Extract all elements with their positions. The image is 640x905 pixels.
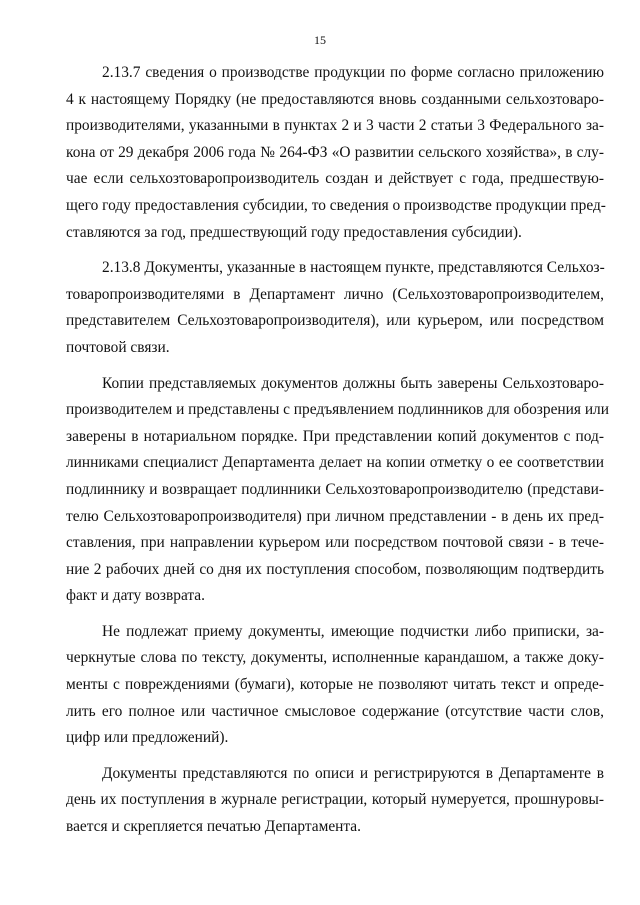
text-line: щего году предоставления субсидии, то сведения о производстве продукции пред- [66, 196, 606, 214]
document-body [66, 60, 609, 850]
text-line: телю Сельхозтоваропроизводителя) при личном представлении - в день их пред- [66, 507, 604, 525]
paragraph-2-13-8 [66, 255, 604, 361]
text-line: 2.13.8 Документы, указанные в настоящем пункте, представляются Сельхоз- [102, 259, 605, 277]
text-line: производителями, указанными в пунктах 2 и 3 части 2 статьи 3 Федерального за- [66, 117, 604, 135]
text-line: цифр или предложений). [66, 729, 229, 747]
text-line: 4 к настоящему Порядку (не предоставляются вновь созданными сельхозтоваро- [66, 90, 604, 108]
paragraph-rejection [66, 619, 604, 752]
text-line: ние 2 рабочих дней со дня их поступления способом, позволяющим подтвердить [66, 560, 604, 578]
text-line: производителем и представлены с предъявлением подлинников для обозрения или [66, 401, 609, 419]
text-line: факт и дату возврата. [66, 587, 205, 605]
text-line: линниками специалист Департамента делает на копии отметку о ее соответствии [66, 454, 604, 472]
text-line: Документы представляются по описи и регистрируются в Департаменте в [102, 764, 604, 782]
text-line: 2.13.7 сведения о производстве продукции по форме согласно приложению [102, 64, 604, 81]
text-line: Копии представляемых документов должны быть заверены Сельхозтоваро- [102, 374, 604, 392]
paragraph-registration [66, 761, 604, 841]
paragraph-2-13-7 [66, 60, 604, 246]
text-line: представителем Сельхозтоваропроизводителя), или курьером, или посредством [66, 312, 604, 330]
paragraph-copies [66, 371, 609, 610]
text-line: черкнутые слова по тексту, документы, исполненные карандашом, а также доку- [66, 649, 604, 667]
text-line: день их поступления в журнале регистрации, который нумеруется, прошнуровы- [66, 791, 604, 809]
text-line: вается и скрепляется печатью Департамента. [66, 818, 361, 836]
text-line: ставления, при направлении курьером или посредством почтовой связи - в тече- [66, 534, 604, 552]
text-line: товаропроизводителями в Департамент лично (Сельхозтоваропроизводителем, [66, 285, 604, 303]
page-number: 15 [314, 33, 326, 47]
text-line: кона от 29 декабря 2006 года № 264-ФЗ «О развитии сельского хозяйства», в слу- [66, 143, 604, 161]
text-line: заверены в нотариальном порядке. При представлении копий документов с под- [66, 427, 604, 445]
text-line: подлиннику и возвращает подлинники Сельхозтоваропроизводителю (представи- [66, 480, 604, 498]
text-line: Не подлежат приему документы, имеющие подчистки либо приписки, за- [102, 622, 604, 640]
text-line: лить его полное или частичное смысловое содержание (отсутствие части слов, [66, 702, 604, 720]
text-line: почтовой связи. [66, 338, 170, 356]
text-line: ставляются за год, предшествующий году предоставления субсидии). [66, 223, 522, 241]
text-line: чае если сельхозтоваропроизводитель создан и действует с года, предшествую- [66, 170, 604, 188]
text-line: менты с повреждениями (бумаги), которые не позволяют читать текст и опреде- [66, 676, 604, 694]
